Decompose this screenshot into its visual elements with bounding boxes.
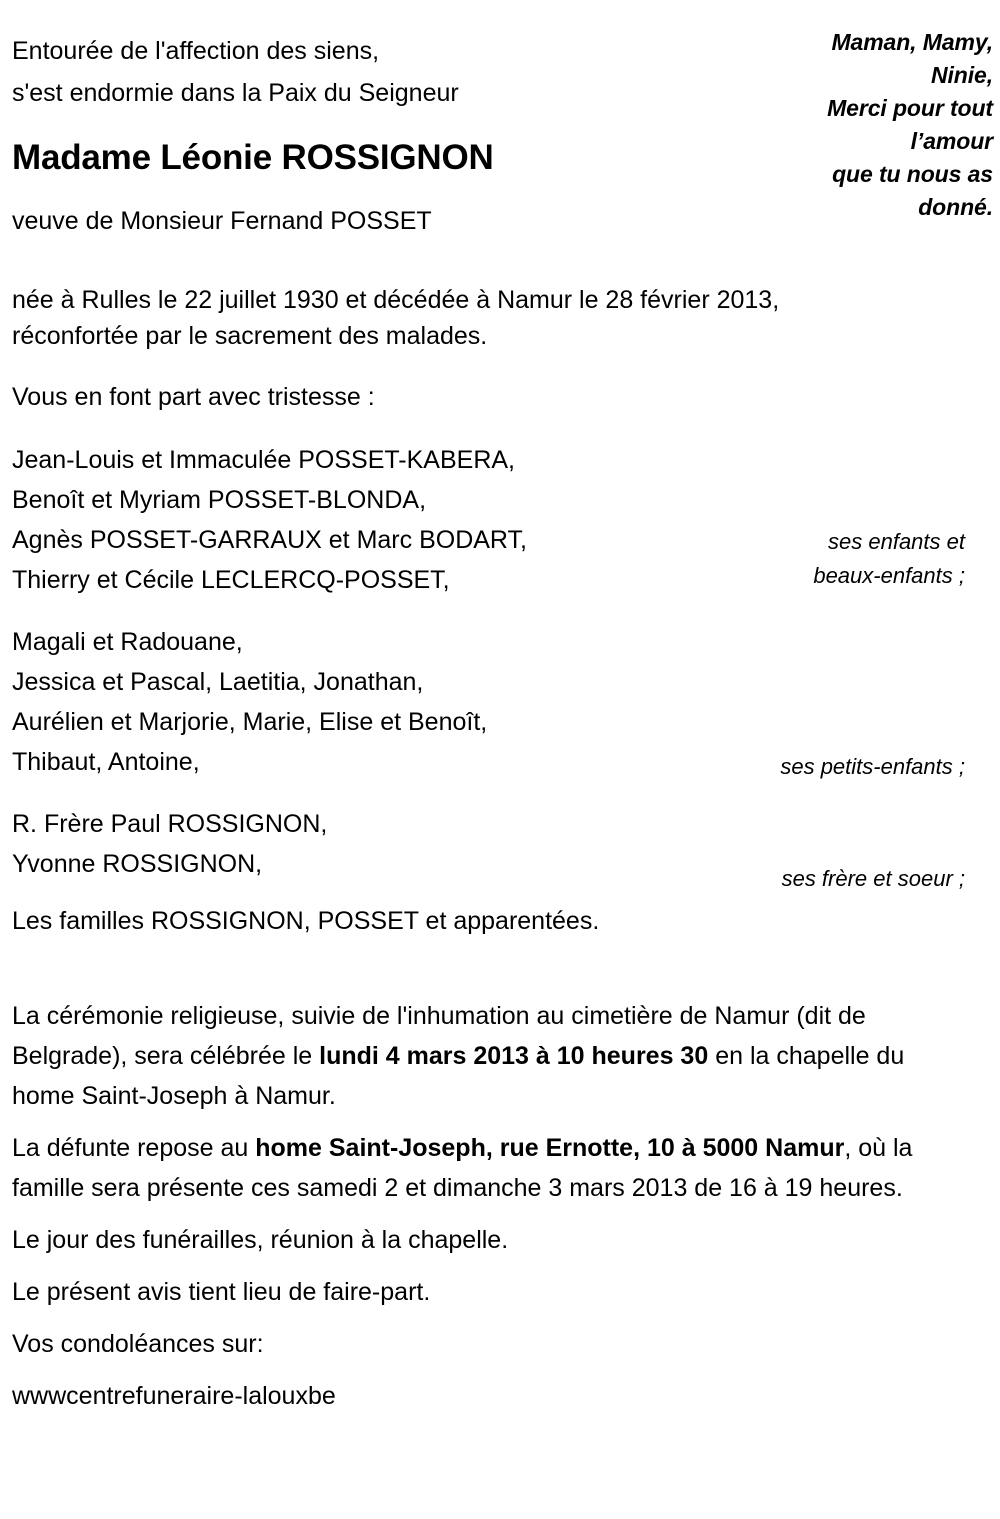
list-item: Jessica et Pascal, Laetitia, Jonathan, <box>12 668 424 696</box>
dedication-line: Maman, Mamy, <box>831 29 993 55</box>
ceremony-datetime: lundi 4 mars 2013 à 10 heures 30 <box>319 1042 709 1070</box>
birth-death-line: née à Rulles le 22 juillet 1930 et décédée à Namur le 28 février 2013, <box>12 286 780 314</box>
list-item: Magali et Radouane, <box>12 628 243 656</box>
list-item: Thierry et Cécile LECLERCQ-POSSET, <box>12 566 450 594</box>
relation-label-children <box>545 525 965 593</box>
relation-label-line: ses petits-enfants ; <box>780 754 965 779</box>
repose-paragraph <box>12 1128 962 1208</box>
ceremony-text-before: La cérémonie religieuse, suivie de l'inhumation au cimetière de Namur (dit de Belgrade), sera célébrée le <box>12 1002 866 1070</box>
reunion-note: Le jour des funérailles, réunion à la chapelle. <box>12 1226 509 1254</box>
lede-line: Entourée de l'affection des siens, <box>12 37 380 65</box>
lede-paragraph <box>12 30 712 114</box>
condolences-label: Vos condoléances sur: <box>12 1330 264 1358</box>
list-item: Thibaut, Antoine, <box>12 748 200 776</box>
ceremony-paragraph <box>12 996 962 1116</box>
dedication-line: donné. <box>918 194 993 220</box>
relation-label-siblings <box>545 862 965 896</box>
birth-death-line: réconfortée par le sacrement des malades. <box>12 322 488 350</box>
relation-label-line: ses frère et soeur ; <box>781 866 965 891</box>
family-group-siblings <box>12 804 972 891</box>
families-line: Les familles ROSSIGNON, POSSET et apparentées. <box>12 907 600 935</box>
repose-text-after: , où la famille sera présente ces samedi 2 et dimanche 3 mars 2013 de 16 à 19 heures. <box>12 1134 913 1202</box>
family-group-grandchildren <box>12 622 972 782</box>
birth-death-paragraph <box>12 282 952 354</box>
dedication-line: que tu nous as <box>832 161 993 187</box>
notice-note: Le présent avis tient lieu de faire-part. <box>12 1278 431 1306</box>
announce-intro: Vous en font part avec tristesse : <box>12 383 375 411</box>
relation-label-line: ses enfants et <box>828 529 965 554</box>
list-item: Jean-Louis et Immaculée POSSET-KABERA, <box>12 446 515 474</box>
relation-label-grandchildren <box>545 750 965 784</box>
condolences-website[interactable]: wwwcentrefuneraire-lalouxbe <box>12 1382 336 1410</box>
widow-of-line: veuve de Monsieur Fernand POSSET <box>12 207 432 235</box>
list-item: Agnès POSSET-GARRAUX et Marc BODART, <box>12 526 527 554</box>
dedication-line: Merci pour tout <box>827 95 993 121</box>
dedication-line: Ninie, <box>930 62 993 88</box>
repose-address: home Saint-Joseph, rue Ernotte, 10 à 5000 Namur <box>255 1134 845 1162</box>
lede-line: s'est endormie dans la Paix du Seigneur <box>12 79 459 107</box>
list-item: Yvonne ROSSIGNON, <box>12 850 263 878</box>
main-text-column <box>12 30 972 1416</box>
family-group-children <box>12 440 972 600</box>
dedication-line: l’amour <box>910 128 993 154</box>
relation-label-line: beaux-enfants ; <box>813 563 965 588</box>
repose-text-before: La défunte repose au <box>12 1134 256 1162</box>
list-item: R. Frère Paul ROSSIGNON, <box>12 810 328 838</box>
list-item: Benoît et Myriam POSSET-BLONDA, <box>12 486 427 514</box>
deceased-name: Madame Léonie ROSSIGNON <box>12 138 494 177</box>
ceremony-text-after: en la chapelle du home Saint-Joseph à Namur. <box>12 1042 905 1110</box>
list-item: Aurélien et Marjorie, Marie, Elise et Benoît, <box>12 708 488 736</box>
